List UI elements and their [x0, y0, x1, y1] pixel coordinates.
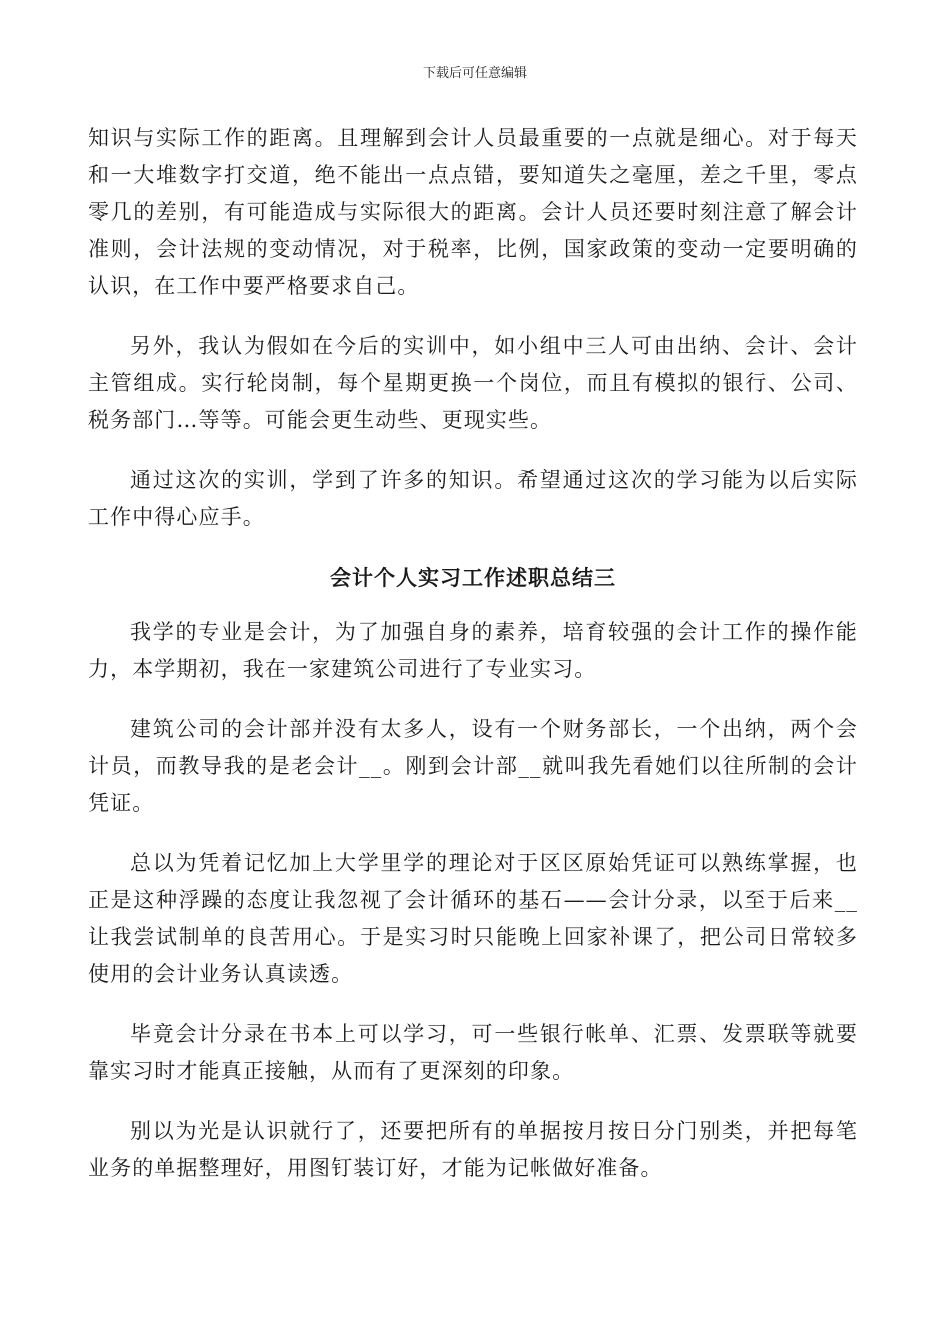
paragraph: 毕竟会计分录在书本上可以学习，可一些银行帐单、汇票、发票联等就要靠实习时才能真正接触，从而有了更深刻的印象。 [88, 1022, 858, 1083]
paragraph: 我学的专业是会计，为了加强自身的素养，培育较强的会计工作的操作能力，本学期初，我在一家建筑公司进行了专业实习。 [88, 620, 858, 681]
paragraph: 通过这次的实训，学到了许多的知识。希望通过这次的学习能为以后实际工作中得心应手。 [88, 468, 858, 529]
section-title: 会计个人实习工作述职总结三 [330, 565, 616, 590]
paragraph: 建筑公司的会计部并没有太多人，设有一个财务部长，一个出纳，两个会计员，而教导我的是老会计__。刚到会计部__就叫我先看她们以往所制的会计凭证。 [88, 717, 858, 815]
paragraph: 总以为凭着记忆加上大学里学的理论对于区区原始凭证可以熟练掌握，也正是这种浮躁的态度让我忽视了会计循环的基石——会计分录，以至于后来__让我尝试制单的良苦用心。于是实习时只能晚上回家补课了，把公司日常较多使用的会计业务认真读透。 [88, 851, 858, 986]
paragraph: 另外，我认为假如在今后的实训中，如小组中三人可由出纳、会计、会计主管组成。实行轮岗制，每个星期更换一个岗位，而且有模拟的银行、公司、税务部门…等等。可能会更生动些、更现实些。 [88, 334, 858, 432]
paragraph: 别以为光是认识就行了，还要把所有的单据按月按日分门别类，并把每笔业务的单据整理好，用图钉装订好，才能为记帐做好准备。 [88, 1119, 858, 1180]
paragraph-continued: 知识与实际工作的距离。且理解到会计人员最重要的一点就是细心。对于每天和一大堆数字打交道，绝不能出一点点错，要知道失之毫厘，差之千里，零点零几的差别，有可能造成与实际很大的距离。会计人员还要时刻注意了解会计准则，会计法规的变动情况，对于税率，比例，国家政策的变动一定要明确的认识，在工作中要严格要求自己。 [88, 126, 858, 298]
page-header: 下载后可任意编辑 [422, 66, 527, 81]
document-body [88, 120, 858, 1210]
